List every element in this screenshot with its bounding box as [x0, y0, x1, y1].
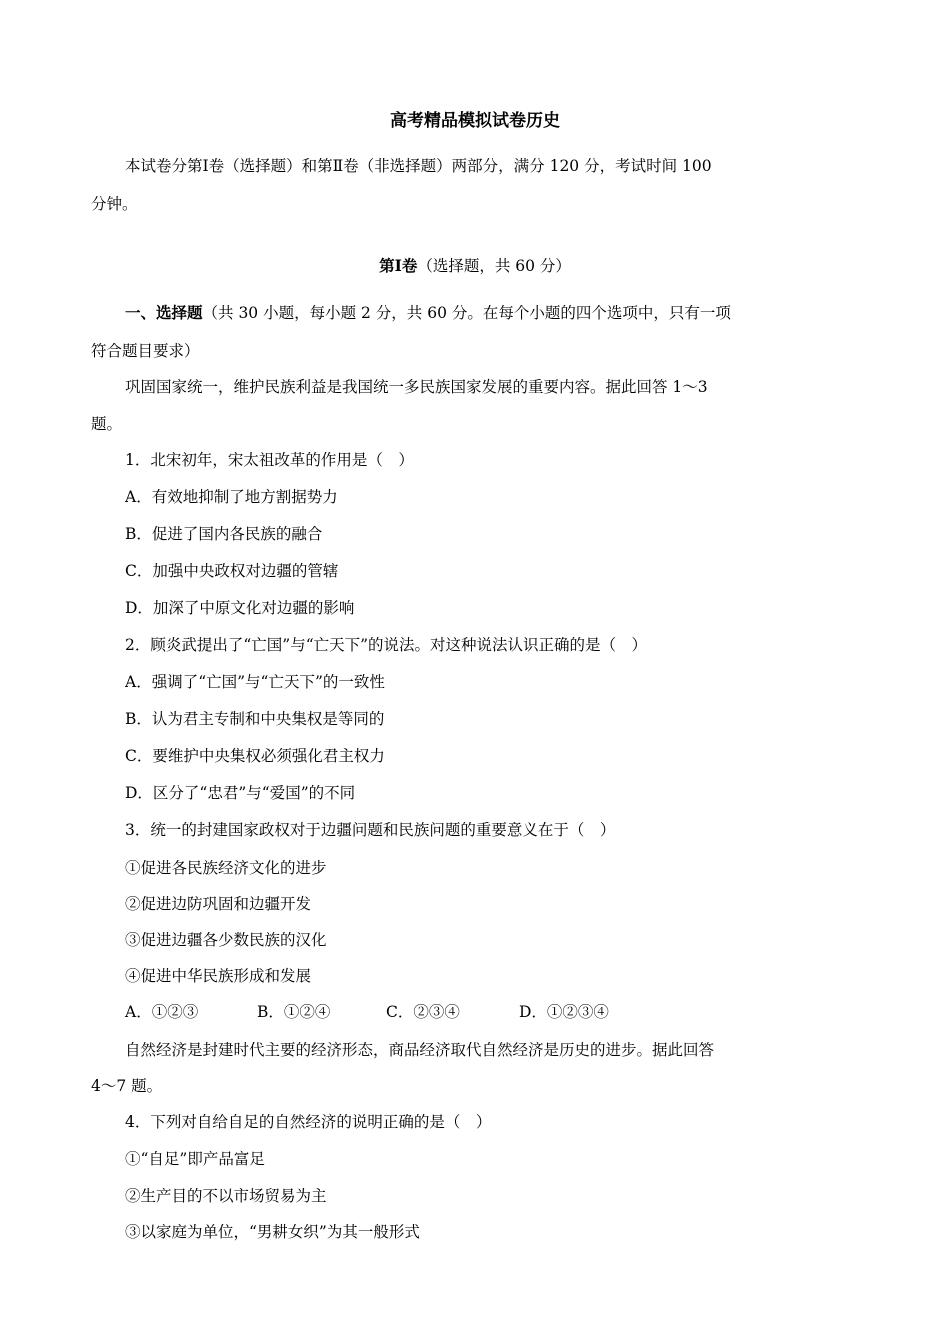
question-1-option-b: B．促进了国内各民族的融合	[125, 525, 323, 543]
group2-intro-line-2: 4～7 题。	[91, 1077, 163, 1095]
question-3-item-4: ④促进中华民族形成和发展	[125, 967, 312, 985]
question-4-stem: 4．下列对自给自足的自然经济的说明正确的是（ ）	[125, 1113, 492, 1131]
part1-title	[0, 254, 950, 276]
question-2-option-b: B．认为君主专制和中央集权是等同的	[125, 710, 385, 728]
intro-line-1: 本试卷分第Ⅰ卷（选择题）和第Ⅱ卷（非选择题）两部分，满分 120 分，考试时间 100	[125, 157, 712, 175]
group1-intro-line-2: 题。	[91, 415, 123, 433]
question-3-item-2: ②促进边防巩固和边疆开发	[125, 895, 312, 913]
part1-title-bold: 第Ⅰ卷	[379, 256, 418, 275]
question-3-option-a: A．①②③	[125, 1003, 199, 1021]
question-2-option-c: C．要维护中央集权必须强化君主权力	[125, 747, 385, 765]
question-2-option-d: D．区分了“忠君”与“爱国”的不同	[125, 784, 356, 802]
question-1-option-c: C．加强中央政权对边疆的管辖	[125, 562, 339, 580]
document-title: 高考精品模拟试卷历史	[390, 111, 560, 131]
question-1-option-d: D．加深了中原文化对边疆的影响	[125, 599, 355, 617]
question-1-option-a: A．有效地抑制了地方割据势力	[125, 488, 338, 506]
part1-title-rest: （选择题，共 60 分）	[417, 257, 571, 275]
question-2-option-a: A．强调了“亡国”与“亡天下”的一致性	[125, 673, 385, 691]
section1-heading-line-2: 符合题目要求）	[91, 342, 200, 360]
question-3-item-1: ①促进各民族经济文化的进步	[125, 859, 327, 877]
question-3-option-b: B．①②④	[257, 1003, 331, 1021]
section1-heading-bold: 一、选择题	[125, 303, 203, 322]
group1-intro-line-1: 巩固国家统一，维护民族利益是我国统一多民族国家发展的重要内容。据此回答 1～3	[125, 378, 708, 396]
question-4-item-3: ③以家庭为单位，“男耕女织”为其一般形式	[125, 1223, 420, 1241]
question-3-option-d: D．①②③④	[519, 1003, 609, 1021]
question-2-stem: 2．顾炎武提出了“亡国”与“亡天下”的说法。对这种说法认识正确的是（ ）	[125, 636, 648, 654]
question-4-item-2: ②生产目的不以市场贸易为主	[125, 1187, 327, 1205]
question-3-stem: 3．统一的封建国家政权对于边疆问题和民族问题的重要意义在于（ ）	[125, 821, 616, 839]
question-4-item-1: ①“自足”即产品富足	[125, 1150, 265, 1168]
section1-heading-rest: （共 30 小题，每小题 2 分，共 60 分。在每个小题的四个选项中，只有一项	[202, 304, 731, 322]
intro-line-2: 分钟。	[91, 195, 138, 213]
question-3-item-3: ③促进边疆各少数民族的汉化	[125, 931, 327, 949]
question-1-stem: 1．北宋初年，宋太祖改革的作用是（ ）	[125, 451, 414, 469]
section1-heading	[125, 303, 731, 323]
group2-intro-line-1: 自然经济是封建时代主要的经济形态，商品经济取代自然经济是历史的进步。据此回答	[125, 1041, 715, 1059]
question-3-option-c: C．②③④	[386, 1003, 460, 1021]
